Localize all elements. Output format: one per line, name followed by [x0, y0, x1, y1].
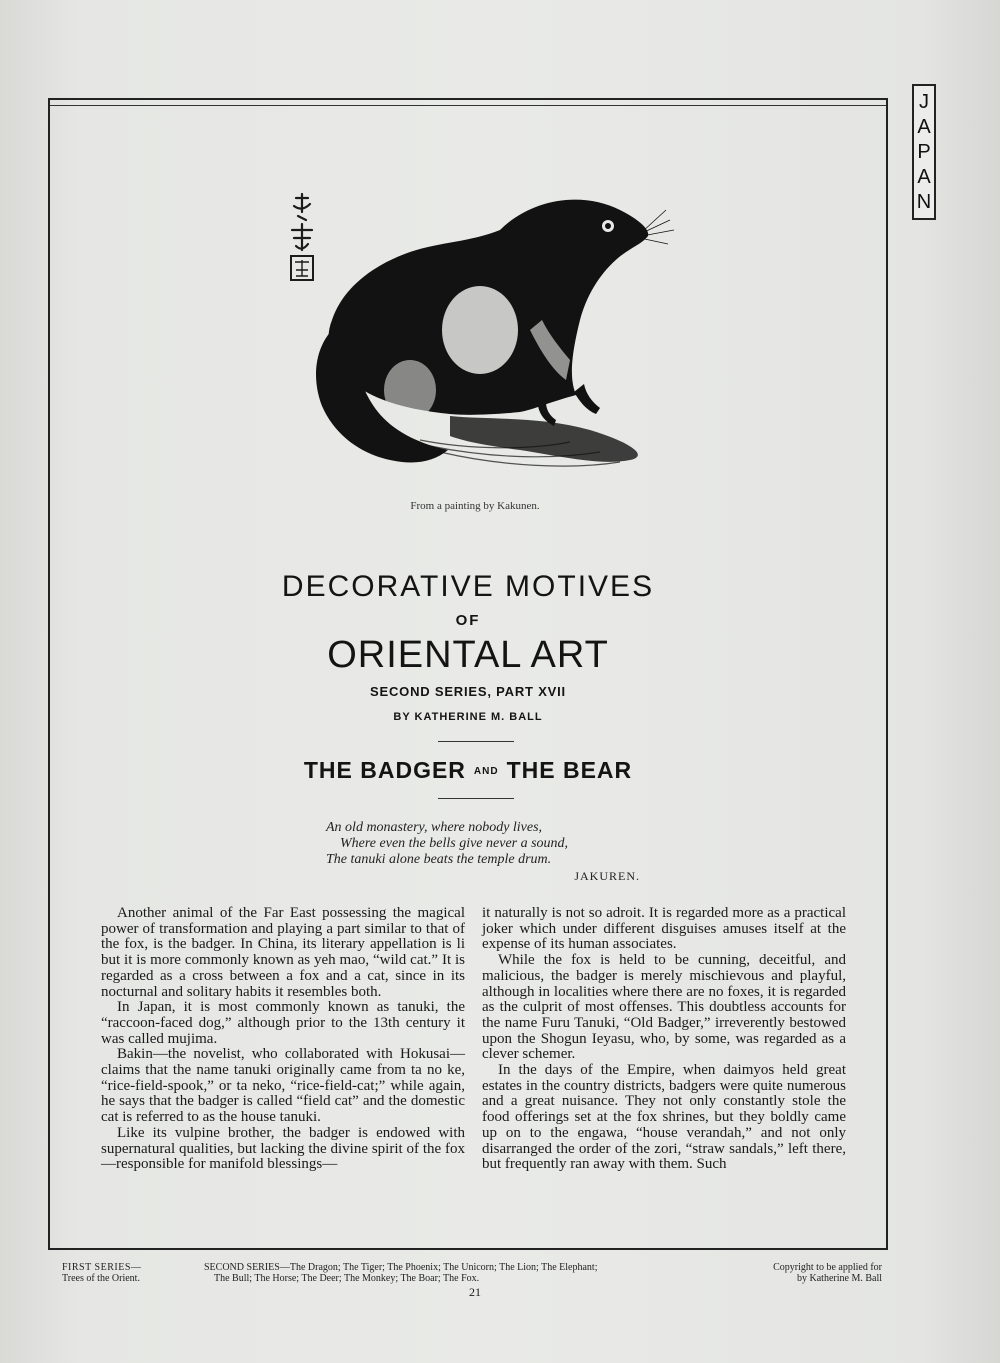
- body-paragraph: Like its vulpine brother, the badger is endowed with supernatural qualities, but lacking the divine spirit of the fox—responsible for manifold blessings—: [101, 1124, 465, 1173]
- body-paragraph: In the days of the Empire, when daimyos held great estates in the country districts, badgers were quite numerous and a great nuisance. They not only constantly stole the food offerings set at the fox shrines, but they boldly came up on to the engawa, “house verandah,” and not only disarranged the order of the zori, “straw sandals,” left there, but frequently ran away with them. Such: [482, 1062, 846, 1173]
- side-tab-letter: A: [917, 116, 931, 139]
- first-series-label: FIRST SERIES—: [62, 1262, 142, 1273]
- body-paragraph: While the fox is held to be cunning, deceitful, and malicious, the badger is merely mischievous and playful, although in localities where there are no foxes, it is regarded as the culprit of most offenses. This doubtless accounts for the name Furu Tanuki, “Old Badger,” irreverently bestowed upon the Shogun Ieyasu, who, by some, was regarded as a clever schemer.: [482, 952, 846, 1063]
- footer-second-series: [204, 1262, 734, 1284]
- badger-painting: [270, 180, 690, 510]
- second-series-line: SECOND SERIES—The Dragon; The Tiger; The Phoenix; The Unicorn; The Lion; The Elephant;: [204, 1262, 598, 1273]
- footer-first-series: [62, 1262, 182, 1284]
- series-subtitle: SECOND SERIES, PART XVII: [370, 684, 566, 699]
- second-series-line: The Bull; The Horse; The Deer; The Monkey; The Boar; The Fox.: [214, 1273, 480, 1284]
- epigraph-poem: [326, 820, 646, 884]
- body-column-left: [101, 906, 465, 1173]
- side-tab-letter: A: [917, 165, 931, 188]
- section-title-part1: THE BADGER: [303, 757, 466, 783]
- title-of: OF: [455, 612, 481, 629]
- illustration-caption: From a painting by Kakunen.: [410, 500, 540, 512]
- side-tab-letter: J: [919, 91, 929, 114]
- poem-attribution: JAKUREN.: [574, 869, 640, 883]
- side-tab-letter: P: [917, 140, 931, 163]
- body-paragraph: Bakin—the novelist, who collaborated with Hokusai—claims that the name tanuki originally came from ta no ke, “rice-field-spook,” or ta neko, “rice-field-cat;” while again, he says that the badger is called “field cat” and the domestic cat is referred to as the house tanuki.: [101, 1046, 465, 1126]
- divider-rule: [438, 798, 514, 799]
- poem-line: An old monastery, where nobody lives,: [326, 820, 543, 835]
- first-series-text: Trees of the Orient.: [62, 1273, 140, 1284]
- copyright-line: by Katherine M. Ball: [797, 1273, 882, 1284]
- side-tab-letter: N: [916, 190, 932, 213]
- divider-rule: [438, 741, 514, 742]
- japan-side-tab: [912, 84, 936, 220]
- section-title-part2: THE BEAR: [506, 757, 633, 783]
- section-title: [48, 757, 888, 784]
- body-paragraph: Another animal of the Far East possessing the magical power of transformation and playing a part similar to that of the fox, is the badger. In China, its literary appellation is li but it is more commonly known as yeh mao, “wild cat.” It is regarded as a cross between a fox and a cat, since in its nocturnal and solitary habits it resembles both.: [101, 905, 465, 1000]
- footer-copyright: [742, 1262, 882, 1284]
- poem-line: Where even the bells give never a sound,: [340, 836, 569, 851]
- author-byline: BY KATHERINE M. BALL: [393, 711, 543, 723]
- section-title-conj: AND: [473, 766, 499, 777]
- body-paragraph: In Japan, it is most commonly known as tanuki, the “raccoon-faced dog,” although prior to the 13th century it was called mujima.: [101, 999, 465, 1047]
- body-column-right: [482, 906, 846, 1173]
- copyright-line: Copyright to be applied for: [773, 1262, 882, 1273]
- poem-line: The tanuki alone beats the temple drum.: [326, 852, 552, 867]
- title-line-1: DECORATIVE MOTIVES: [281, 570, 655, 603]
- title-line-2: ORIENTAL ART: [327, 634, 609, 676]
- body-paragraph: it naturally is not so adroit. It is regarded more as a practical joker which under different disguises amuses itself at the expense of its human associates.: [482, 905, 846, 953]
- page-number: 21: [469, 1285, 481, 1299]
